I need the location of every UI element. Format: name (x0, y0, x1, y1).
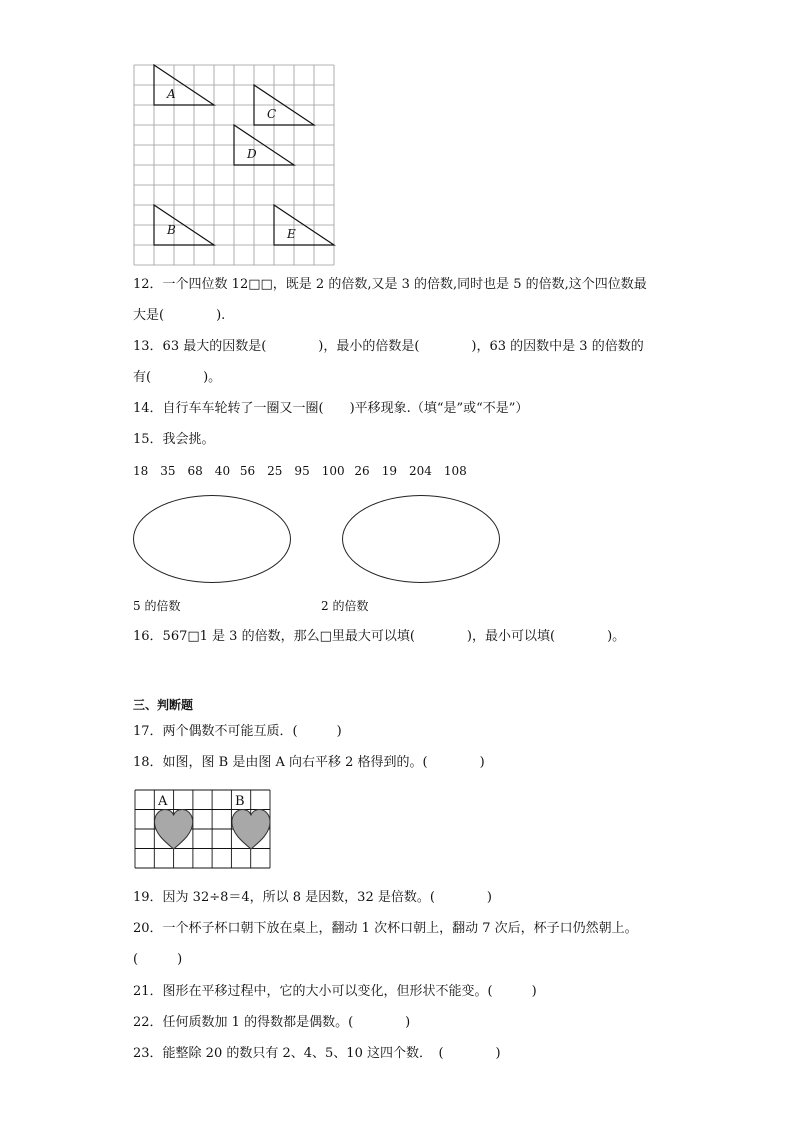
heart-grid-figure (134, 789, 272, 871)
question-23: 23．能整除 20 的数只有 2、4、5、10 这四个数． ( ) (133, 1046, 501, 1061)
heart-b (232, 810, 270, 850)
label-a: A (167, 87, 176, 101)
question-16: 16．567□1 是 3 的倍数，那么□里最大可以填( )，最小可以填( )。 (133, 629, 626, 644)
question-20-line1: 20．一个杯子杯口朝下放在桌上，翻动 1 次杯口朝上，翻动 7 次后，杯子口仍然朝上。 (133, 921, 638, 936)
question-12-line2: 大是( ). (133, 308, 226, 323)
ellipse-multiples-of-5 (133, 495, 291, 583)
label-d: D (247, 147, 257, 161)
section-title-judgement: 三、判断题 (133, 698, 194, 712)
question-15-numbers: 18 35 68 40 56 25 95 100 26 19 204 108 (133, 464, 467, 478)
question-14: 14．自行车车轮转了一圈又一圈( )平移现象.（填“是”或“不是”） (133, 401, 529, 416)
label-e: E (287, 227, 296, 241)
label-multiples-of-2: 2 的倍数 (321, 599, 369, 613)
question-15: 15．我会挑。 (133, 432, 215, 447)
question-19: 19．因为 32÷8＝4，所以 8 是因数，32 是倍数。( ) (133, 890, 493, 905)
question-22: 22．任何质数加 1 的得数都是偶数。( ) (133, 1015, 411, 1030)
question-17: 17．两个偶数不可能互质．( ) (133, 724, 342, 739)
ellipse-multiples-of-2 (342, 495, 500, 583)
heart-a (155, 810, 193, 850)
question-13-line2: 有( )。 (133, 370, 222, 385)
heart-label-a: A (158, 794, 168, 809)
label-c: C (267, 107, 277, 121)
label-b: B (167, 223, 176, 237)
question-21: 21．图形在平移过程中，它的大小可以变化，但形状不能变。( ) (133, 984, 537, 999)
label-multiples-of-5: 5 的倍数 (133, 599, 181, 613)
question-20-line2: ( ) (133, 952, 183, 967)
heart-label-b: B (235, 794, 245, 809)
triangle-grid-figure (133, 64, 336, 266)
question-12-line1: 12．一个四位数 12□□，既是 2 的倍数,又是 3 的倍数,同时也是 5 的倍数,这个四位数最 (133, 277, 647, 292)
question-13-line1: 13．63 最大的因数是( )，最小的倍数是( )，63 的因数中是 3 的倍数的 (133, 339, 644, 354)
question-18: 18．如图，图 B 是由图 A 向右平移 2 格得到的。( ) (133, 755, 485, 770)
